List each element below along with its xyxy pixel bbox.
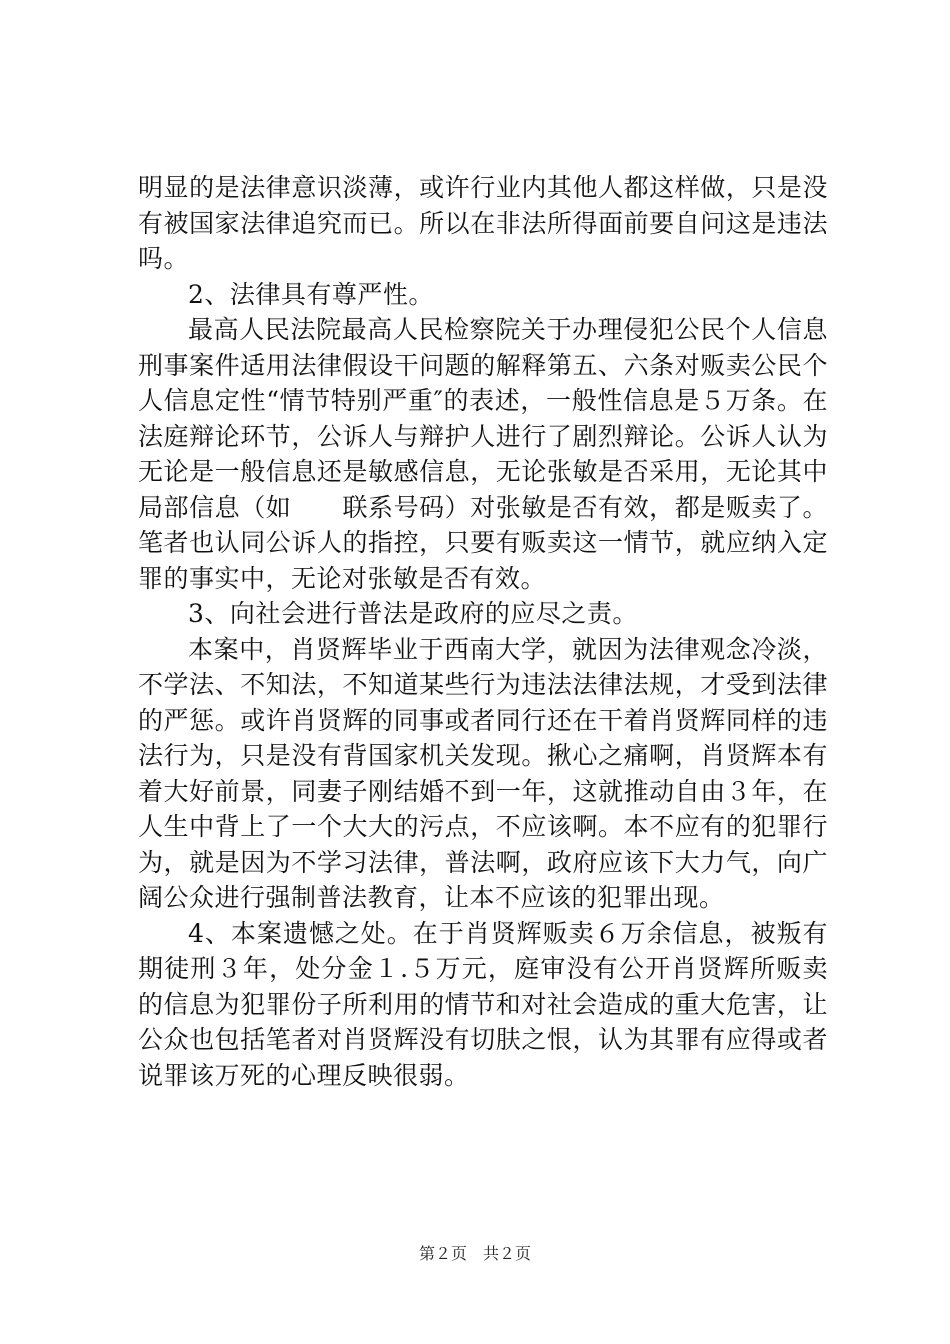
paragraph-case-discussion: 本案中，肖贤辉毕业于西南大学，就因为法律观念冷淡，不学法、不知法，不知道某些行为违法法律法规，才受到法律的严惩。或许肖贤辉的同事或者同行还在干着肖贤辉同样的违法行为，只是没有背国家机关发现。揪心之痛啊，肖贤辉本有着大好前景，同妻子刚结婚不到一年，这就推动自由３年，在人生中背上了一个大大的污点，不应该啊。本不应有的犯罪行为，就是因为不学习法律，普法啊，政府应该下大力气，向广阔公众进行强制普法教育，让本不应该的犯罪出现。 bbox=[138, 634, 828, 912]
document-body bbox=[138, 170, 828, 1093]
section-heading-3: 3、向社会进行普法是政府的应尽之责。 bbox=[188, 599, 638, 628]
paragraph-judicial-interpretation: 最高人民法院最高人民检察院关于办理侵犯公民个人信息刑事案件适用法律假设干问题的解释第五、六条对贩卖公民个人信息定性“情节特别严重″的表述，一般性信息是５万条。在法庭辩论环节，公诉人与辩护人进行了剧烈辩论。公诉人认为无论是一般信息还是敏感信息，无论张敏是否采用，无论其中局部信息（如 联系号码）对张敏是否有效，都是贩卖了。笔者也认同公诉人的指控，只要有贩卖这一情节，就应纳入定罪的事实中，无论对张敏是否有效。 bbox=[138, 315, 828, 593]
page-footer: 第２页 共２页 bbox=[418, 1244, 531, 1263]
paragraph-case-regret: 4、本案遗憾之处。在于肖贤辉贩卖６万余信息，被叛有期徒刑３年，处分金１.５万元，庭审没有公开肖贤辉所贩卖的信息为犯罪份子所利用的情节和对社会造成的重大危害，让公众也包括笔者对肖贤辉没有切肤之恨，认为其罪有应得或者说罪该万死的心理反映很弱。 bbox=[138, 918, 828, 1090]
paragraph-continuation: 明显的是法律意识淡薄，或许行业内其他人都这样做，只是没有被国家法律追究而已。所以在非法所得面前要自问这是违法吗。 bbox=[138, 173, 828, 273]
section-heading-2: 2、法律具有尊严性。 bbox=[188, 279, 434, 309]
